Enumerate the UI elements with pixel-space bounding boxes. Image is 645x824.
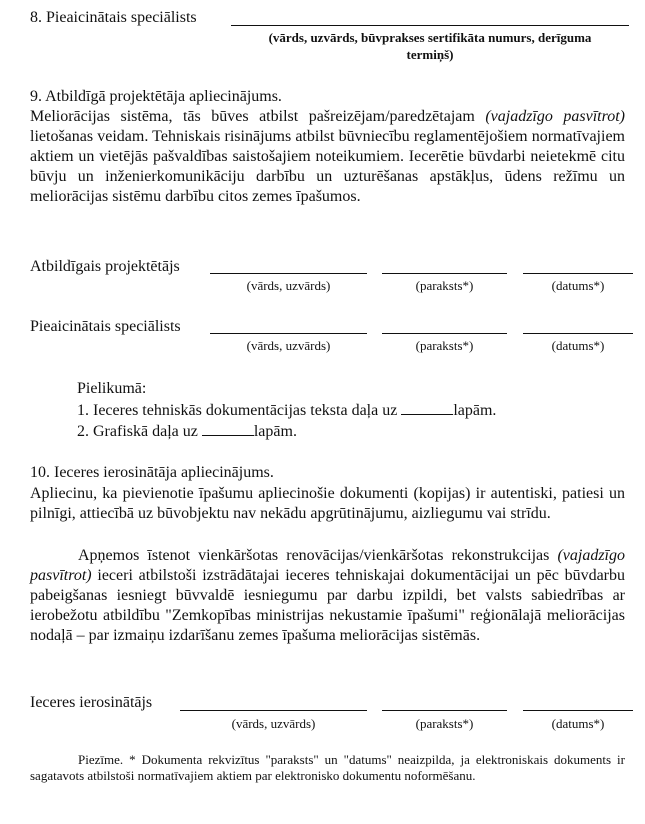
initiator-caption-date: (datums*) [551,716,605,731]
section10-paragraph1: Apliecinu, ka pievienotie īpašumu apliecinošie dokumenti (kopijas) ir autentiski, patiesi un pilnīgi, attiecībā uz būvobjektu nav nekādu apgrūtinājumu, aizliegumu vai strīdu. [30,485,625,522]
attachment-2-text: 2. Grafiskā daļa uz [77,423,202,440]
signer2-date-line[interactable] [523,333,633,334]
signer1-caption-name: (vārds, uzvārds) [246,278,331,293]
section9-para-part2: lietošanas veidam. Tehniskais risinājums atbilst būvniecību reglamentējošiem normatīvajiem aktiem un vietējās pašvaldības saistošajiem noteikumiem. Iecerētie būvdarbi neietekmē citu būvju un inženierkomunikāciju darbību un uzturēšanas apstākļus, ūdens režīmu un meliorācijas sistēmu darbību citos zemes īpašumos. [30,128,625,205]
signer2-caption-date: (datums*) [551,338,605,353]
section10-heading: 10. Ieceres ierosinātāja apliecinājums. [30,464,274,481]
signer1-label: Atbildīgais projektētājs [30,258,180,275]
signer1-signature-line[interactable] [382,273,507,274]
signer2-caption-name: (vārds, uzvārds) [246,338,331,353]
initiator-name-line[interactable] [180,710,367,711]
section10-para2-italic: (vajadzīgo pasvītrot) [30,547,625,584]
attachment-2-pages-field[interactable] [202,421,254,436]
signer2-signature-line[interactable] [382,333,507,334]
section10-paragraph2 [30,546,625,646]
signer1-caption-signature: (paraksts*) [415,278,474,293]
footnote: Piezīme. * Dokumenta rekvizītus "paraksts" un "datums" neaizpilda, ja elektroniskais dokuments ir sagatavots atbilstoši normatīvajiem aktiem par elektronisko dokumentu noformēšanu. [30,752,625,783]
signer2-label: Pieaicinātais speciālists [30,318,181,335]
section8-label: 8. Pieaicinātais speciālists [30,9,197,26]
initiator-caption-signature: (paraksts*) [415,716,474,731]
signer1-name-line[interactable] [210,273,367,274]
section10-para2-part1: Apņemos īstenot vienkāršotas renovācijas/vienkāršotas rekonstrukcijas [78,547,558,564]
section8-signature-line[interactable] [231,25,629,26]
signer2-name-line[interactable] [210,333,367,334]
initiator-caption-name: (vārds, uzvārds) [231,716,316,731]
signer1-caption-date: (datums*) [551,278,605,293]
section9-para-part1: Meliorācijas sistēma, tās būves atbilst pašreizējam/paredzētajam [30,108,486,125]
initiator-date-line[interactable] [523,710,633,711]
attachment-item-1 [77,400,496,421]
attachments-title: Pielikumā: [77,380,147,397]
signer1-date-line[interactable] [523,273,633,274]
attachment-1-text: 1. Ieceres tehniskās dokumentācijas teksta daļa uz [77,402,402,419]
section9-paragraph [30,107,625,207]
section8-caption-line2: termiņš) [406,47,454,62]
section9-heading: 9. Atbildīgā projektētāja apliecinājums. [30,88,282,105]
attachment-item-2 [77,421,297,442]
attachment-1-pages-field[interactable] [401,400,453,415]
attachment-2-suffix: lapām. [253,423,297,440]
section10-para2-part2: ieceri atbilstoši izstrādātajai ieceres tehniskajai dokumentācijai un pēc būvdarbu pabeigšanas iesniegt būvvaldē iesniegumu par darbu izpildi, bet valsts sabiedrības ar ierobežotu atbildību "Zemkopības ministrijas nekustamie īpašumi" reģionālajā meliorācijas nodaļā – par izmaiņu izdarīšanu zemes īpašuma meliorācijas sistēmās. [30,567,625,644]
initiator-signature-line[interactable] [382,710,507,711]
signer2-caption-signature: (paraksts*) [415,338,474,353]
section9-para-italic: (vajadzīgo pasvītrot) [485,108,626,125]
initiator-label: Ieceres ierosinātājs [30,694,153,711]
attachment-1-suffix: lapām. [453,402,497,419]
section8-caption-line1: (vārds, uzvārds, būvprakses sertifikāta numurs, derīguma [268,30,592,45]
